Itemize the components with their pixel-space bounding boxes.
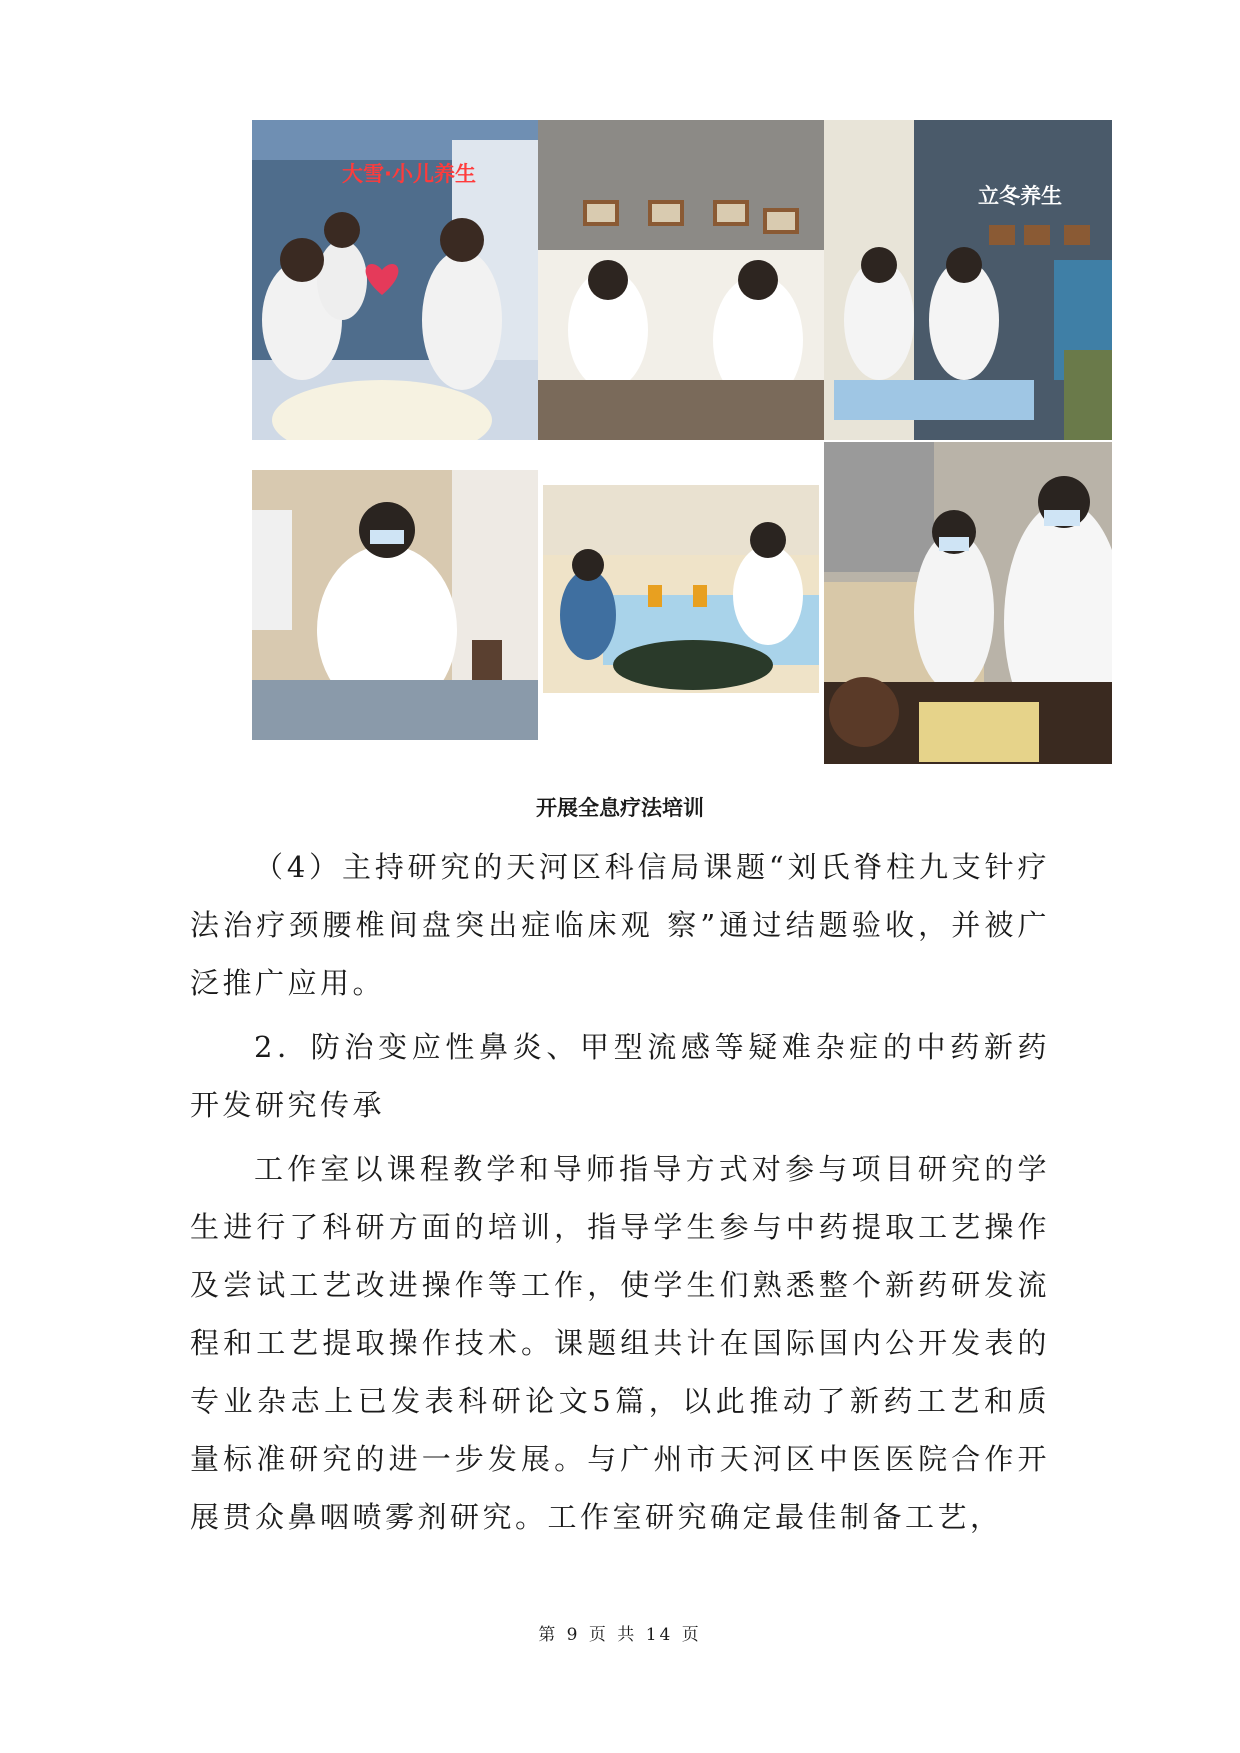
section-heading: 2．防治变应性鼻炎、甲型流感等疑难杂症的中药新药开发研究传承 [190,1030,1050,1122]
photo-caption: 开展全息疗法培训 [536,796,704,820]
photo-bp [252,470,538,740]
photo-xiaoer [252,120,538,440]
photo-label: 大雪·小儿养生 [342,162,476,186]
photo-label: 立冬养生 [978,184,1062,208]
body-text [190,838,1050,1552]
photo-herbs [824,442,1112,764]
photo-massage [538,120,824,440]
paragraph: 工作室以课程教学和导师指导方式对参与项目研究的学生进行了科研方面的培训，指导学生参与中药提取工艺操作及尝试工艺改进操作等工作，使学生们熟悉整个新药研发流程和工艺提取操作技术。课题组共计在国际国内公开发表的专业杂志上已发表科研论文5篇，以此推动了新药工艺和质量标准研究的进一步发展。与广州市天河区中医医院合作开展贯众鼻咽喷雾剂研究。工作室研究确定最佳制备工艺， [190,1152,1050,1534]
page-number: 第 9 页 共 14 页 [538,1625,702,1645]
photo-lidong [824,120,1112,440]
photo-cupping [543,485,819,693]
paragraph: （4）主持研究的天河区科信局课题“刘氏脊柱九支针疗法治疗颈腰椎间盘突出症临床观 察”通过结题验收，并被广泛推广应用。 [190,850,1050,1000]
